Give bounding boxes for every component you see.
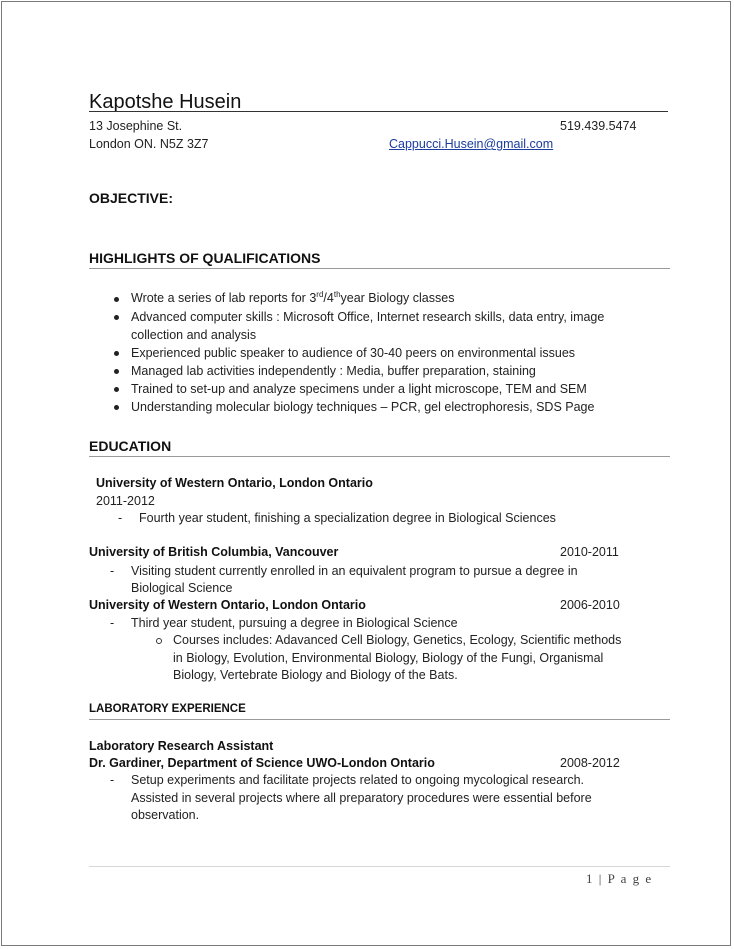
education-heading: EDUCATION [89, 438, 172, 454]
education-3-years: 2006-2010 [560, 598, 620, 612]
name-underline [89, 111, 668, 112]
lab-detail-line-1: Setup experiments and facilitate projects related to ongoing mycological research. [131, 773, 585, 787]
page-number: 1 | P a g e [586, 871, 653, 886]
highlight-item-2-line-1: Advanced computer skills : Microsoft Office, Internet research skills, data entry, image [131, 310, 605, 324]
highlight-item-4: Managed lab activities independently : Media, buffer preparation, staining [131, 364, 536, 378]
highlights-heading: HIGHLIGHTS OF QUALIFICATIONS [89, 250, 321, 266]
lab-detail-line-2: Assisted in several projects where all preparatory procedures were essential before [131, 791, 592, 805]
address-line-2: London ON. N5Z 3Z7 [89, 137, 209, 151]
bullet-icon [114, 351, 119, 356]
highlight-item-3: Experienced public speaker to audience of 30-40 peers on environmental issues [131, 346, 576, 360]
address-line-1: 13 Josephine St. [89, 119, 183, 133]
education-1-detail: Fourth year student, finishing a specialization degree in Biological Sciences [139, 511, 556, 525]
bullet-icon [114, 387, 119, 392]
highlight-item-5: Trained to set-up and analyze specimens under a light microscope, TEM and SEM [131, 382, 587, 396]
candidate-name: Kapotshe Husein [89, 91, 242, 113]
bullet-icon [114, 369, 119, 374]
lab-employer: Dr. Gardiner, Department of Science UWO-London Ontario [89, 756, 435, 770]
education-3-courses-line-2: in Biology, Evolution, Environmental Biology, Biology of the Fungi, Organismal [173, 651, 604, 665]
highlights-rule [89, 268, 670, 269]
education-3-school: University of Western Ontario, London Ontario [89, 598, 366, 612]
education-rule [89, 456, 670, 457]
education-1-years: 2011-2012 [96, 494, 155, 508]
highlight-item-2-line-2: collection and analysis [131, 328, 257, 342]
lab-rule [89, 719, 670, 720]
circle-bullet-icon [156, 638, 162, 644]
education-2-school: University of British Columbia, Vancouver [89, 545, 339, 559]
dash-marker: - [110, 616, 115, 630]
highlight-item-1: Wrote a series of lab reports for 3rd/4thyear Biology classes [131, 289, 455, 305]
dash-marker: - [110, 564, 115, 578]
education-3-detail: Third year student, pursuing a degree in Biological Science [131, 616, 458, 630]
education-2-years: 2010-2011 [560, 545, 619, 559]
bullet-icon [114, 297, 119, 302]
footer-rule [89, 866, 670, 867]
highlight-item-6: Understanding molecular biology techniques – PCR, gel electrophoresis, SDS Page [131, 400, 595, 414]
dash-marker: - [110, 773, 115, 787]
education-1-school: University of Western Ontario, London Ontario [96, 476, 373, 490]
education-2-detail-line-1: Visiting student currently enrolled in an equivalent program to pursue a degree in [131, 564, 578, 578]
education-3-courses-line-3: Biology, Vertebrate Biology and Biology of the Bats. [173, 668, 458, 682]
phone-number: 519.439.5474 [560, 119, 637, 133]
bullet-icon [114, 315, 119, 320]
education-2-detail-line-2: Biological Science [131, 581, 233, 595]
lab-title: Laboratory Research Assistant [89, 739, 274, 753]
bullet-icon [114, 405, 119, 410]
objective-heading: OBJECTIVE: [89, 190, 174, 206]
lab-years: 2008-2012 [560, 756, 620, 770]
dash-marker: - [118, 511, 123, 525]
education-3-courses-line-1: Courses includes: Adavanced Cell Biology, Genetics, Ecology, Scientific methods [173, 633, 622, 647]
lab-detail-line-3: observation. [131, 808, 200, 822]
lab-heading: LABORATORY EXPERIENCE [89, 703, 246, 715]
email-link[interactable]: Cappucci.Husein@gmail.com [389, 137, 554, 151]
